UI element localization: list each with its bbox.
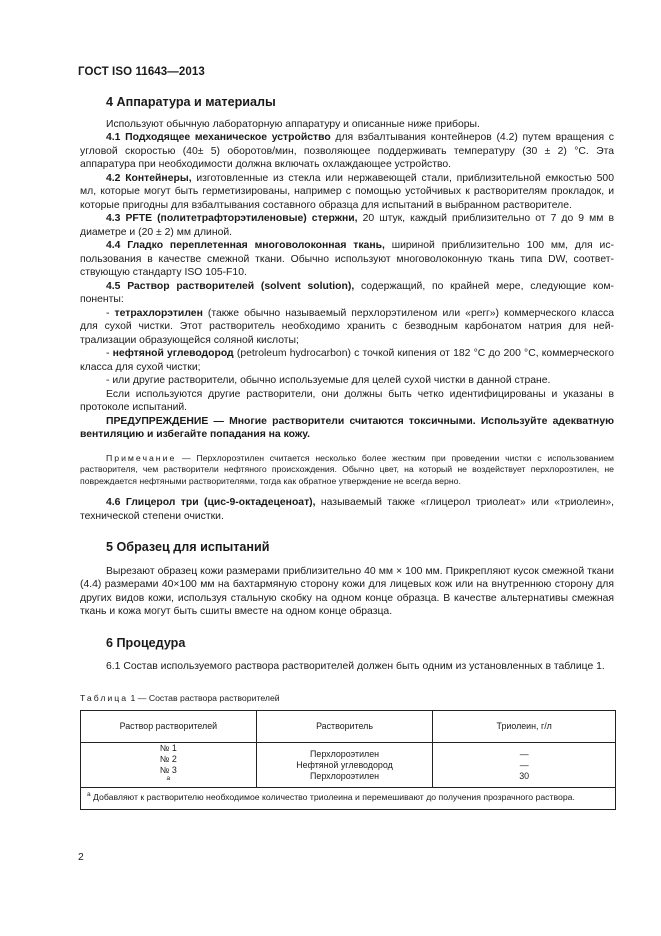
clause-4-3-text: 20 штук, каждый приблизительно от 7 до 9 мм в диаметре и (20 ± 2) мм длиной. [80, 213, 614, 238]
solvent-name: Перхлороэтилен [310, 748, 380, 759]
table-row [81, 743, 616, 788]
section-4-heading: 4 Аппаратура и материалы [106, 95, 276, 109]
solution-number [81, 765, 256, 787]
solvent-name: Перхлороэтилен [310, 770, 380, 781]
section-4-intro: Используют обычную лабораторную аппаратуру и описанные ниже приборы. [106, 118, 480, 130]
clause-4-2-text: изготовленные из стекла или нержавеющей стали, приблизительной емкостью 500 мл, которые могут быть герметизированы, например с помощью устойчивых к растворителям прокладок, и которые пригодны для взбалтывания составного образца для испытаний в выбранном растворителе. [80, 172, 614, 211]
list-dash: - [106, 348, 113, 359]
table-footnote-row [81, 788, 616, 810]
list-item-text: (petroleum hydrocarbon) с точкой кипения от 182 °С до 200 °С, коммерческого класса для сухой чистки; [80, 348, 614, 373]
table-footnote [81, 788, 616, 810]
triolein-value: 30 [519, 770, 530, 781]
table-header-cell: Раствор растворителей [81, 711, 257, 743]
solvent-name: Нефтяной углеводород [296, 759, 393, 770]
clause-4-5-label: 4.5 Раствор растворителей (solvent solution), [106, 280, 355, 292]
clause-4-5 [80, 280, 614, 307]
footnote-mark: а [166, 775, 171, 783]
table-caption-label: Таблица [80, 692, 129, 703]
list-item-petroleum-hydrocarbon [80, 347, 614, 374]
clause-4-2 [80, 172, 614, 213]
note-label: Примечание [106, 452, 177, 463]
page-number: 2 [78, 852, 84, 863]
table-header-row [81, 711, 616, 743]
note-text: — Перхлороэтилен считается несколько более жестким при проведении чистки с использованием растворителя, чем растворители нефтяного происхождения. Обычно цвет, на который не воздействует перхлороэтилен, не повреждается нефтяными растворителями, тогда как обратное утверждение не всегда верно. [80, 452, 614, 486]
other-solvents-paragraph: Если используются другие растворители, они должны быть четко идентифицированы и указаны в протоколе испытаний. [80, 388, 614, 413]
clause-4-1 [80, 131, 614, 172]
footnote-text: Добавляют к растворителю необходимое количество триолеина и перемешивают до получения прозрачного раствора. [90, 792, 575, 802]
table-header-cell: Растворитель [256, 711, 433, 743]
footnote-mark: а [87, 791, 91, 799]
clause-4-2-label: 4.2 Контейнеры, [106, 172, 192, 184]
triolein-cell [433, 743, 616, 788]
solution-number-text: № 3 [159, 765, 177, 775]
clause-4-1-text: для взбалтывания контейнеров (4.2) путем вращения с угловой скоростью (40± 5) оборотов/мин, позволяющее поддерживать температуру (30 ± 2) °С. Эта аппаратура при необходимости должна включать охлаждающее устройство. [80, 132, 614, 170]
clause-4-1-label: 4.1 Подходящее механическое устройство [106, 132, 331, 143]
solvent-composition-table [80, 710, 616, 810]
table-header-cell: Триолеин, г/л [433, 711, 616, 743]
list-dash: - [106, 307, 115, 319]
note-paragraph [80, 453, 614, 488]
solvent-cell [256, 743, 433, 788]
clause-4-5-text: содержащий, по крайней мере, следующие компоненты: [80, 280, 614, 305]
list-item-label: тетрахлорэтилен [114, 307, 203, 319]
clause-4-4-text: шириной приблизительно 100 мм, для использования в качестве смежной ткани. Обычно используют многоволоконную ткань типа DW, соответствующую стандарту ISO 105-F10. [80, 240, 614, 278]
page-content [80, 92, 614, 810]
section-5-heading: 5 Образец для испытаний [106, 540, 270, 554]
clause-4-6-label: 4.6 Глицерол три (цис-9-октадеценоат), [106, 497, 316, 508]
triolein-value: — [519, 748, 529, 759]
list-item-tetrachloroethylene [80, 307, 614, 348]
clause-4-6-text: называемый также «глицерол триолеат» или «триолеин», технической степени очистки. [80, 497, 614, 522]
solution-cell [81, 743, 257, 788]
section-6-heading: 6 Процедура [106, 635, 186, 650]
table-caption [80, 692, 614, 706]
clause-4-4 [80, 239, 614, 280]
clause-4-6 [80, 496, 614, 523]
clause-4-3 [80, 212, 614, 239]
section-5-text: Вырезают образец кожи размерами приблизительно 40 мм × 100 мм. Прикрепляют кусок смежной ткани (4.4) размерами 40×100 мм на бахтармяную сторону кожи для лицевых кож или на внутреннюю сторону для других видов кожи, используя стальную скобку на одном конце образца. В качестве альтернативы смежная ткань и кожа могут быть сшиты вместе на одном конце образца. [80, 565, 614, 617]
triolein-value: — [519, 759, 529, 770]
list-item-text: (также обычно называемый перхлорэтиленом или «perг») коммерческого класса для сухой чистки. Этот растворитель необходимо хранить с безводным карбонатом натрия для нейтрализации образующейся соляной кислоты; [80, 307, 614, 346]
solution-number: № 1 [159, 743, 177, 753]
clause-4-4-label: 4.4 Гладко переплетенная многоволоконная ткань, [106, 240, 385, 251]
clause-4-3-label: 4.3 PFTE (политетрафторэтиленовые) стержни, [106, 213, 358, 224]
document-header: ГОСТ ISO 11643—2013 [78, 66, 205, 78]
clause-6-1: 6.1 Состав используемого раствора растворителей должен быть одним из установленных в таблице 1. [106, 661, 605, 672]
table-caption-text: 1 — Состав раствора растворителей [128, 692, 280, 703]
list-item-other-solvents: - или другие растворители, обычно используемые для целей сухой чистки в данной стране. [106, 375, 551, 386]
solution-number: № 2 [159, 754, 177, 764]
warning-paragraph: ПРЕДУПРЕЖДЕНИЕ — Многие растворители считаются токсичными. Используйте адекватную вентиляцию и избегайте попадания на кожу. [80, 415, 614, 440]
list-item-label: нефтяной углеводород [112, 348, 234, 359]
